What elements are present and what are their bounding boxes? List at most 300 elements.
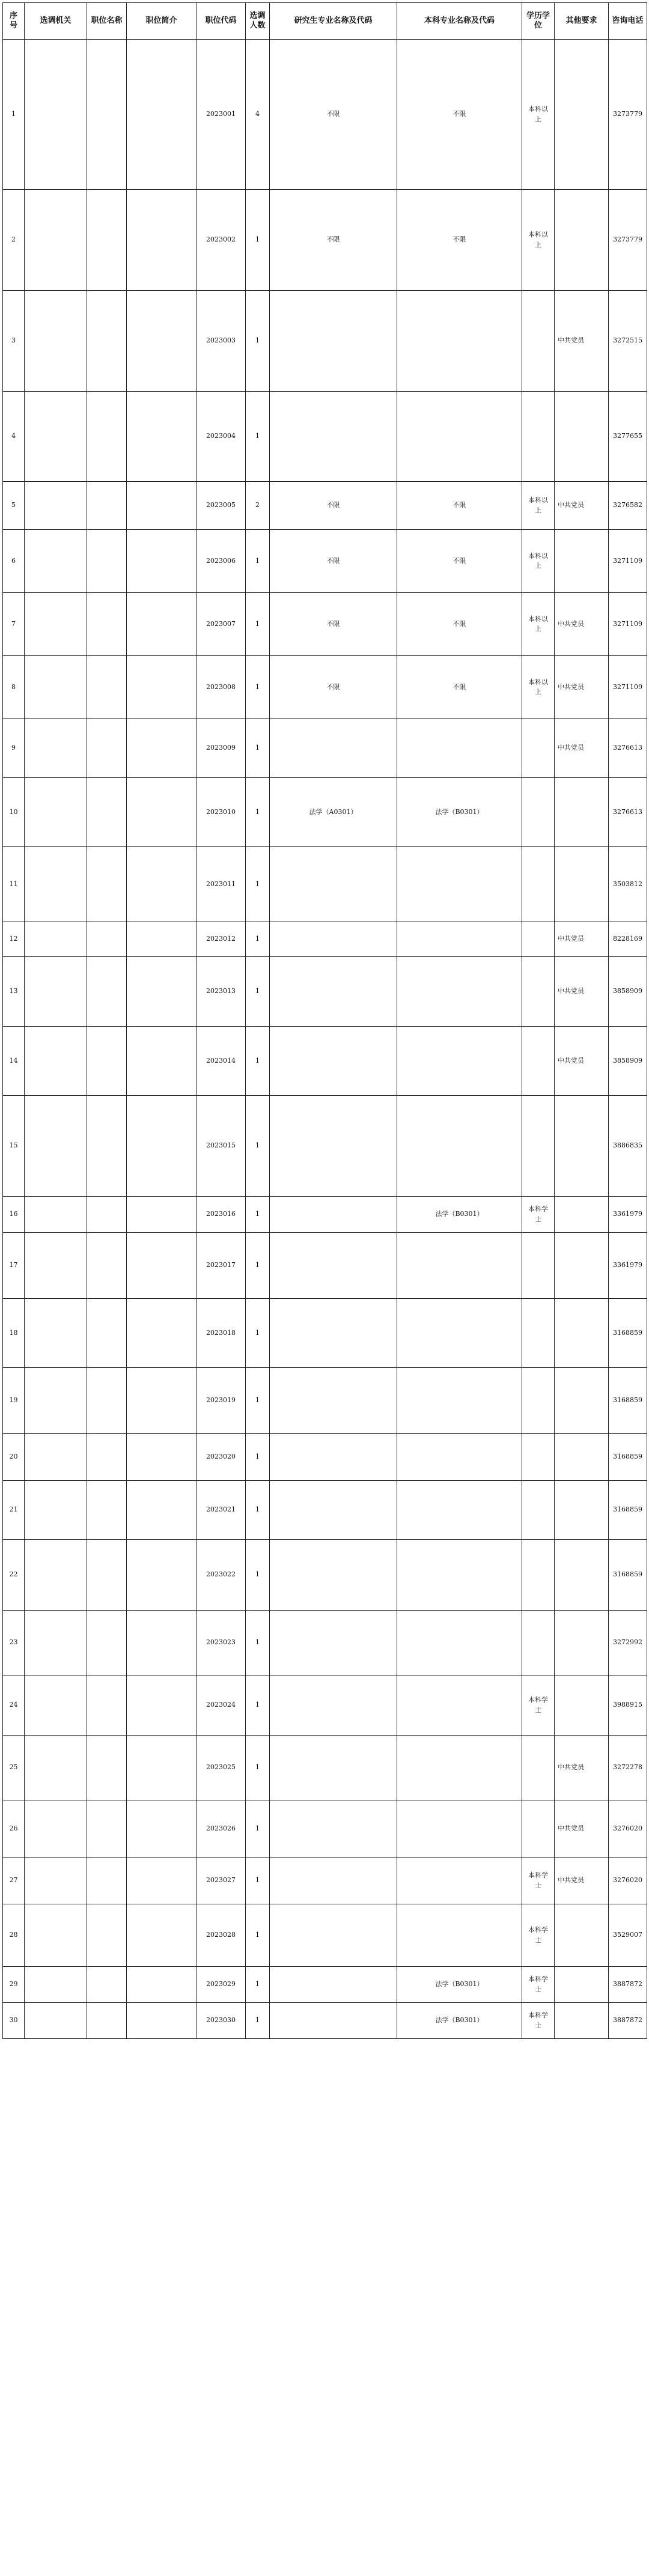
headcount: 1 [246,1967,270,2003]
position-description [127,190,197,291]
position-code: 2023022 [197,1540,246,1611]
headcount: 1 [246,656,270,719]
position-code: 2023029 [197,1967,246,2003]
other-requirements: 中共党员 [555,291,609,392]
grad-major [270,2003,397,2039]
org-name [25,778,87,847]
row-number: 28 [3,1904,25,1967]
other-requirements [555,530,609,593]
headcount: 1 [246,1197,270,1233]
header-edu: 学历学位 [522,3,555,40]
undergrad-major: 法学（B0301） [397,2003,522,2039]
row-number: 22 [3,1540,25,1611]
position-name [87,1904,127,1967]
position-code: 2023009 [197,719,246,778]
row-number: 15 [3,1096,25,1197]
table-row [3,1434,647,1481]
headcount: 1 [246,1096,270,1197]
row-number: 19 [3,1368,25,1434]
position-code: 2023005 [197,482,246,530]
headcount: 1 [246,1540,270,1611]
education: 本科学士 [522,1904,555,1967]
row-number: 16 [3,1197,25,1233]
grad-major: 不限 [270,656,397,719]
row-number: 6 [3,530,25,593]
other-requirements: 中共党员 [555,593,609,656]
phone-number: 3858909 [609,957,647,1027]
phone-number: 3168859 [609,1299,647,1368]
position-code: 2023024 [197,1675,246,1736]
undergrad-major [397,1368,522,1434]
phone-number: 3276020 [609,1858,647,1904]
header-org: 选调机关 [25,3,87,40]
undergrad-major [397,1904,522,1967]
headcount: 1 [246,530,270,593]
grad-major [270,1540,397,1611]
undergrad-major [397,1858,522,1904]
position-description [127,1434,197,1481]
phone-number: 3276020 [609,1800,647,1858]
grad-major: 法学（A0301） [270,778,397,847]
undergrad-major [397,1434,522,1481]
headcount: 4 [246,40,270,190]
education [522,847,555,922]
header-no: 序号 [3,3,25,40]
education: 本科学士 [522,1967,555,2003]
table-row [3,922,647,957]
row-number: 7 [3,593,25,656]
headcount: 1 [246,593,270,656]
education [522,1481,555,1540]
row-number: 4 [3,392,25,482]
position-name [87,1858,127,1904]
grad-major: 不限 [270,482,397,530]
phone-number: 3361979 [609,1233,647,1299]
phone-number: 3886835 [609,1096,647,1197]
header-count: 选调人数 [246,3,270,40]
education [522,957,555,1027]
row-number: 29 [3,1967,25,2003]
position-description [127,482,197,530]
row-number: 1 [3,40,25,190]
position-description [127,1736,197,1800]
header-desc: 职位简介 [127,3,197,40]
row-number: 23 [3,1611,25,1675]
position-name [87,1197,127,1233]
table-row [3,593,647,656]
org-name [25,530,87,593]
position-name [87,778,127,847]
row-number: 20 [3,1434,25,1481]
position-code: 2023014 [197,1027,246,1096]
table-row [3,1197,647,1233]
undergrad-major [397,1675,522,1736]
phone-number: 3273779 [609,190,647,291]
row-number: 2 [3,190,25,291]
undergrad-major [397,1481,522,1540]
position-name [87,922,127,957]
position-code: 2023015 [197,1096,246,1197]
phone-number: 3361979 [609,1197,647,1233]
other-requirements: 中共党员 [555,656,609,719]
phone-number: 3273779 [609,40,647,190]
position-code: 2023027 [197,1858,246,1904]
position-code: 2023011 [197,847,246,922]
org-name [25,1027,87,1096]
org-name [25,2003,87,2039]
position-code: 2023026 [197,1800,246,1858]
table-row [3,1096,647,1197]
phone-number: 3272992 [609,1611,647,1675]
grad-major [270,1096,397,1197]
headcount: 1 [246,922,270,957]
org-name [25,1368,87,1434]
position-name [87,1368,127,1434]
other-requirements: 中共党员 [555,1858,609,1904]
org-name [25,593,87,656]
other-requirements [555,1481,609,1540]
row-number: 14 [3,1027,25,1096]
education: 本科学士 [522,2003,555,2039]
position-name [87,1540,127,1611]
header-phone: 咨询电话 [609,3,647,40]
education [522,1027,555,1096]
undergrad-major [397,1096,522,1197]
grad-major [270,1675,397,1736]
table-row [3,1233,647,1299]
row-number: 17 [3,1233,25,1299]
phone-number: 3168859 [609,1540,647,1611]
position-description [127,778,197,847]
other-requirements [555,1434,609,1481]
position-description [127,2003,197,2039]
org-name [25,719,87,778]
grad-major: 不限 [270,190,397,291]
header-title: 职位名称 [87,3,127,40]
education: 本科以上 [522,530,555,593]
undergrad-major [397,847,522,922]
phone-number: 3272278 [609,1736,647,1800]
table-header-row [3,3,647,40]
row-number: 8 [3,656,25,719]
phone-number: 3276582 [609,482,647,530]
table-row [3,1675,647,1736]
grad-major [270,1800,397,1858]
position-code: 2023023 [197,1611,246,1675]
other-requirements [555,847,609,922]
other-requirements [555,1904,609,1967]
headcount: 1 [246,1858,270,1904]
education [522,778,555,847]
table-row [3,957,647,1027]
table-row [3,1967,647,2003]
education: 本科以上 [522,482,555,530]
phone-number: 3529007 [609,1904,647,1967]
position-name [87,1611,127,1675]
org-name [25,1858,87,1904]
position-description [127,1096,197,1197]
table-row [3,1299,647,1368]
grad-major [270,847,397,922]
position-description [127,719,197,778]
education [522,392,555,482]
position-code: 2023028 [197,1904,246,1967]
position-description [127,1197,197,1233]
grad-major [270,1904,397,1967]
education [522,1540,555,1611]
headcount: 1 [246,847,270,922]
row-number: 21 [3,1481,25,1540]
table-row [3,1027,647,1096]
org-name [25,1481,87,1540]
row-number: 24 [3,1675,25,1736]
org-name [25,1800,87,1858]
position-name [87,1299,127,1368]
position-name [87,1967,127,2003]
undergrad-major [397,1800,522,1858]
org-name [25,291,87,392]
table-row [3,719,647,778]
phone-number: 3168859 [609,1368,647,1434]
other-requirements: 中共党员 [555,1800,609,1858]
other-requirements [555,2003,609,2039]
position-code: 2023008 [197,656,246,719]
org-name [25,1299,87,1368]
table-body [3,40,647,2039]
phone-number: 3271109 [609,656,647,719]
education: 本科学士 [522,1675,555,1736]
org-name [25,922,87,957]
position-name [87,1481,127,1540]
position-description [127,1299,197,1368]
grad-major [270,1736,397,1800]
headcount: 1 [246,1481,270,1540]
undergrad-major: 法学（B0301） [397,778,522,847]
position-description [127,1233,197,1299]
table-row [3,1611,647,1675]
headcount: 1 [246,1800,270,1858]
position-name [87,392,127,482]
header-code: 职位代码 [197,3,246,40]
other-requirements [555,1233,609,1299]
position-name [87,291,127,392]
org-name [25,1904,87,1967]
position-code: 2023025 [197,1736,246,1800]
phone-number: 3168859 [609,1481,647,1540]
row-number: 3 [3,291,25,392]
position-code: 2023004 [197,392,246,482]
education: 本科以上 [522,40,555,190]
row-number: 13 [3,957,25,1027]
other-requirements [555,1967,609,2003]
position-description [127,392,197,482]
headcount: 1 [246,1611,270,1675]
phone-number: 3272515 [609,291,647,392]
undergrad-major [397,392,522,482]
position-name [87,719,127,778]
table-row [3,1540,647,1611]
grad-major [270,1197,397,1233]
education: 本科以上 [522,656,555,719]
position-name [87,1675,127,1736]
grad-major [270,922,397,957]
education [522,922,555,957]
position-code: 2023006 [197,530,246,593]
position-name [87,847,127,922]
phone-number: 3988915 [609,1675,647,1736]
education [522,1368,555,1434]
grad-major: 不限 [270,40,397,190]
position-name [87,2003,127,2039]
undergrad-major: 法学（B0301） [397,1197,522,1233]
position-code: 2023017 [197,1233,246,1299]
table-row [3,2003,647,2039]
phone-number: 3276613 [609,778,647,847]
position-description [127,957,197,1027]
row-number: 12 [3,922,25,957]
other-requirements [555,1540,609,1611]
phone-number: 3887872 [609,2003,647,2039]
position-code: 2023019 [197,1368,246,1434]
other-requirements: 中共党员 [555,482,609,530]
org-name [25,1611,87,1675]
table-row [3,392,647,482]
table-row [3,190,647,291]
grad-major [270,1858,397,1904]
header-grad-major: 研究生专业名称及代码 [270,3,397,40]
undergrad-major: 不限 [397,190,522,291]
headcount: 1 [246,778,270,847]
position-code: 2023002 [197,190,246,291]
phone-number: 3276613 [609,719,647,778]
table-row [3,1800,647,1858]
position-code: 2023016 [197,1197,246,1233]
position-name [87,1233,127,1299]
org-name [25,1540,87,1611]
position-description [127,1368,197,1434]
position-code: 2023018 [197,1299,246,1368]
position-description [127,1904,197,1967]
headcount: 1 [246,190,270,291]
org-name [25,40,87,190]
education [522,1611,555,1675]
org-name [25,1434,87,1481]
table-row [3,40,647,190]
table-row [3,1736,647,1800]
headcount: 1 [246,1368,270,1434]
undergrad-major: 不限 [397,482,522,530]
undergrad-major [397,1611,522,1675]
phone-number: 3887872 [609,1967,647,2003]
position-name [87,1736,127,1800]
position-description [127,1027,197,1096]
education [522,1299,555,1368]
position-description [127,40,197,190]
table-row [3,291,647,392]
org-name [25,847,87,922]
grad-major [270,291,397,392]
headcount: 1 [246,1027,270,1096]
position-name [87,482,127,530]
phone-number: 3168859 [609,1434,647,1481]
table-row [3,1481,647,1540]
undergrad-major: 不限 [397,40,522,190]
position-description [127,1675,197,1736]
education [522,1096,555,1197]
education: 本科以上 [522,190,555,291]
org-name [25,656,87,719]
position-description [127,847,197,922]
position-code: 2023007 [197,593,246,656]
undergrad-major [397,922,522,957]
grad-major [270,1611,397,1675]
org-name [25,392,87,482]
grad-major: 不限 [270,593,397,656]
org-name [25,1096,87,1197]
other-requirements [555,1197,609,1233]
position-description [127,530,197,593]
phone-number: 3271109 [609,593,647,656]
row-number: 25 [3,1736,25,1800]
position-description [127,291,197,392]
education [522,1800,555,1858]
headcount: 1 [246,1299,270,1368]
headcount: 1 [246,2003,270,2039]
undergrad-major [397,1027,522,1096]
org-name [25,190,87,291]
grad-major [270,1368,397,1434]
table-row [3,778,647,847]
education [522,1736,555,1800]
headcount: 1 [246,1904,270,1967]
phone-number: 8228169 [609,922,647,957]
position-name [87,1027,127,1096]
grad-major [270,1967,397,2003]
education [522,291,555,392]
row-number: 26 [3,1800,25,1858]
undergrad-major [397,719,522,778]
row-number: 27 [3,1858,25,1904]
row-number: 30 [3,2003,25,2039]
other-requirements [555,1096,609,1197]
undergrad-major [397,1736,522,1800]
position-description [127,1967,197,2003]
grad-major [270,392,397,482]
row-number: 9 [3,719,25,778]
position-name [87,656,127,719]
headcount: 1 [246,1434,270,1481]
row-number: 10 [3,778,25,847]
undergrad-major [397,1540,522,1611]
headcount: 2 [246,482,270,530]
position-code: 2023012 [197,922,246,957]
position-name [87,1096,127,1197]
education [522,1434,555,1481]
position-description [127,1858,197,1904]
education: 本科学士 [522,1197,555,1233]
other-requirements [555,1675,609,1736]
other-requirements: 中共党员 [555,1027,609,1096]
table-row [3,482,647,530]
header-ug-major: 本科专业名称及代码 [397,3,522,40]
position-description [127,922,197,957]
org-name [25,1197,87,1233]
position-name [87,593,127,656]
undergrad-major [397,1233,522,1299]
other-requirements [555,1299,609,1368]
org-name [25,1736,87,1800]
table-row [3,656,647,719]
